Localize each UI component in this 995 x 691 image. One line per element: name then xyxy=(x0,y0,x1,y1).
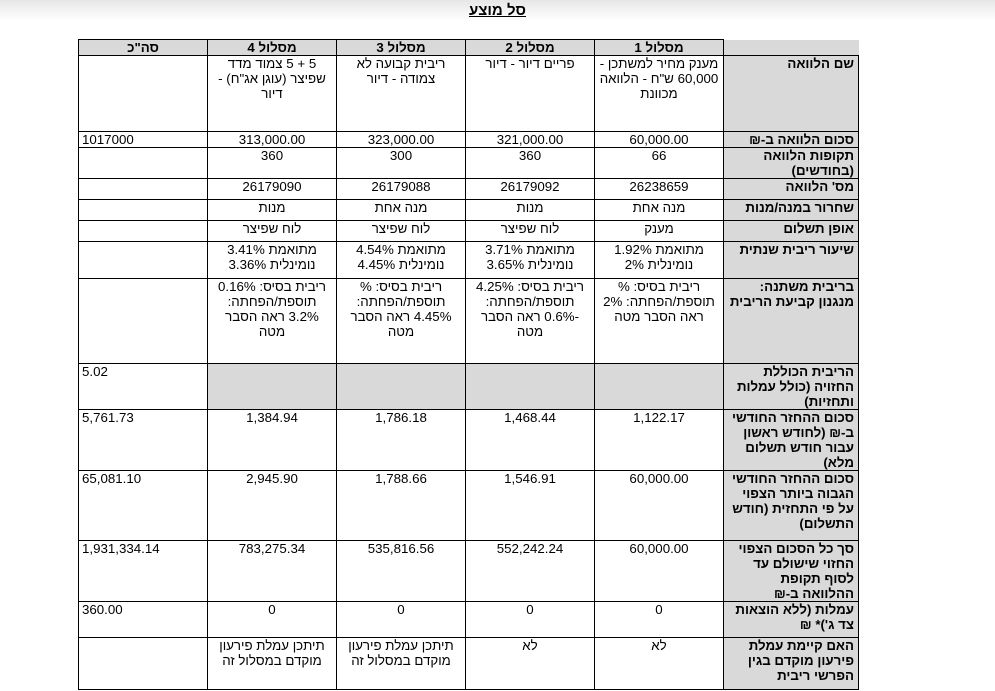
cell-total: 1017000 xyxy=(79,132,208,148)
cell-route-3: 0 xyxy=(337,602,466,638)
cell-route-2 xyxy=(466,364,595,410)
row-label: סך כל הסכום הצפוי החזוי שישולם עד לסוף תקופת ההלוואה ב-₪ xyxy=(724,541,859,602)
cell-total: 65,081.10 xyxy=(79,471,208,541)
cell-total xyxy=(79,148,208,179)
row-label: סכום ההחזר החודשי הגבוה ביותר הצפוי על פי התחזית (חודש התשלום) xyxy=(724,471,859,541)
row-label: תקופות הלוואה (בחודשים) xyxy=(724,148,859,179)
cell-route-1: מענק מחיר למשתכן - 60,000 ש"ח - הלוואה מכוונת xyxy=(595,56,724,132)
cell-route-3 xyxy=(337,364,466,410)
row-label: שחרור במנה/מנות xyxy=(724,200,859,221)
loan-offer-table xyxy=(78,39,859,690)
cell-route-3: מתואמת 4.54% נומינלית 4.45% xyxy=(337,242,466,279)
table-row-loan-number xyxy=(79,179,859,200)
cell-route-4: מתואמת 3.41% נומינלית 3.36% xyxy=(208,242,337,279)
cell-route-1 xyxy=(595,364,724,410)
header-total: סה"כ xyxy=(79,40,208,56)
table-row-total-expected xyxy=(79,541,859,602)
cell-route-3: מנה אחת xyxy=(337,200,466,221)
table-row-loan-period xyxy=(79,148,859,179)
cell-route-1: 0 xyxy=(595,602,724,638)
page-title: סל מוצע xyxy=(468,2,527,19)
cell-route-2: 0 xyxy=(466,602,595,638)
cell-route-4: תיתכן עמלת פירעון מוקדם במסלול זה xyxy=(208,638,337,690)
cell-total xyxy=(79,179,208,200)
table-row-early-repayment xyxy=(79,638,859,690)
cell-route-1: 26238659 xyxy=(595,179,724,200)
table-row-total-rate xyxy=(79,364,859,410)
cell-route-3: 26179088 xyxy=(337,179,466,200)
cell-route-4: 360 xyxy=(208,148,337,179)
corner-cell xyxy=(724,40,859,56)
table-row-monthly-payment xyxy=(79,410,859,471)
cell-route-1: 60,000.00 xyxy=(595,471,724,541)
cell-route-4: 0 xyxy=(208,602,337,638)
cell-route-4 xyxy=(208,364,337,410)
cell-route-3: 1,788.66 xyxy=(337,471,466,541)
cell-route-4: ריבית בסיס: 0.16% תוספת/הפחתה: 3.2% ראה הסבר מטה xyxy=(208,279,337,364)
cell-route-2: 552,242.24 xyxy=(466,541,595,602)
cell-route-4: 26179090 xyxy=(208,179,337,200)
cell-route-2: לא xyxy=(466,638,595,690)
table-row-payment-method xyxy=(79,221,859,242)
cell-route-2: מתואמת 3.71% נומינלית 3.65% xyxy=(466,242,595,279)
cell-route-4: 5 + 5 צמוד מדד שפיצר (עוגן אג"ח) - דיור xyxy=(208,56,337,132)
table-row-release xyxy=(79,200,859,221)
cell-route-2: מנות xyxy=(466,200,595,221)
cell-total: 1,931,334.14 xyxy=(79,541,208,602)
cell-route-4: 2,945.90 xyxy=(208,471,337,541)
cell-total xyxy=(79,200,208,221)
header-route-3: מסלול 3 xyxy=(337,40,466,56)
row-label: אופן תשלום xyxy=(724,221,859,242)
cell-route-1: מתואמת 1.92% נומינלית 2% xyxy=(595,242,724,279)
row-label: שם הלוואה xyxy=(724,56,859,132)
row-label: סכום הלוואה ב-₪ xyxy=(724,132,859,148)
row-label: עמלות (ללא הוצאות צד ג')* ₪ xyxy=(724,602,859,638)
header-route-4: מסלול 4 xyxy=(208,40,337,56)
header-route-1: מסלול 1 xyxy=(595,40,724,56)
table-row-max-monthly-payment xyxy=(79,471,859,541)
cell-route-2: 26179092 xyxy=(466,179,595,200)
table-row-variable-rate xyxy=(79,279,859,364)
table-row-annual-rate xyxy=(79,242,859,279)
cell-route-3: 300 xyxy=(337,148,466,179)
cell-route-3: 535,816.56 xyxy=(337,541,466,602)
cell-route-2: 1,546.91 xyxy=(466,471,595,541)
cell-route-2: 321,000.00 xyxy=(466,132,595,148)
row-label: הריבית הכוללת החזויה (כולל עמלות ותחזיות) xyxy=(724,364,859,410)
header-route-2: מסלול 2 xyxy=(466,40,595,56)
cell-total: 5,761.73 xyxy=(79,410,208,471)
cell-route-2: ריבית בסיס: 4.25% תוספת/הפחתה: -0.6% ראה הסבר מטה xyxy=(466,279,595,364)
cell-route-4: 1,384.94 xyxy=(208,410,337,471)
cell-route-1: ריבית בסיס: % תוספת/הפחתה: 2% ראה הסבר מטה xyxy=(595,279,724,364)
cell-route-1: 60,000.00 xyxy=(595,541,724,602)
row-label: שיעור ריבית שנתית xyxy=(724,242,859,279)
table-row-loan-name xyxy=(79,56,859,132)
cell-route-2: פריים דיור - דיור xyxy=(466,56,595,132)
cell-route-4: לוח שפיצר xyxy=(208,221,337,242)
row-label: בריבית משתנה: מנגנון קביעת הריבית xyxy=(724,279,859,364)
row-label: מס' הלוואה xyxy=(724,179,859,200)
cell-total: 360.00 xyxy=(79,602,208,638)
cell-route-3: 323,000.00 xyxy=(337,132,466,148)
cell-route-2: 1,468.44 xyxy=(466,410,595,471)
row-label: סכום ההחזר החודשי ב-₪ (לחודש ראשון עבור חודש תשלום מלא) xyxy=(724,410,859,471)
cell-route-1: 1,122.17 xyxy=(595,410,724,471)
cell-route-1: 66 xyxy=(595,148,724,179)
cell-total xyxy=(79,242,208,279)
header-row xyxy=(79,40,859,56)
cell-route-2: 360 xyxy=(466,148,595,179)
cell-route-1: מענק xyxy=(595,221,724,242)
cell-route-2: לוח שפיצר xyxy=(466,221,595,242)
cell-route-4: 313,000.00 xyxy=(208,132,337,148)
cell-total xyxy=(79,279,208,364)
row-label: האם קיימת עמלת פירעון מוקדם בגין הפרשי ריבית xyxy=(724,638,859,690)
cell-total: 5.02 xyxy=(79,364,208,410)
cell-total xyxy=(79,638,208,690)
cell-route-3: לוח שפיצר xyxy=(337,221,466,242)
cell-route-1: לא xyxy=(595,638,724,690)
cell-route-4: 783,275.34 xyxy=(208,541,337,602)
cell-route-3: תיתכן עמלת פירעון מוקדם במסלול זה xyxy=(337,638,466,690)
table-row-loan-amount xyxy=(79,132,859,148)
cell-route-3: ריבית בסיס: % תוספת/הפחתה: 4.45% ראה הסבר מטה xyxy=(337,279,466,364)
cell-route-1: מנה אחת xyxy=(595,200,724,221)
cell-route-1: 60,000.00 xyxy=(595,132,724,148)
table-row-fees xyxy=(79,602,859,638)
cell-total xyxy=(79,221,208,242)
cell-route-3: ריבית קבועה לא צמודה - דיור xyxy=(337,56,466,132)
cell-route-4: מנות xyxy=(208,200,337,221)
cell-total xyxy=(79,56,208,132)
cell-route-3: 1,786.18 xyxy=(337,410,466,471)
